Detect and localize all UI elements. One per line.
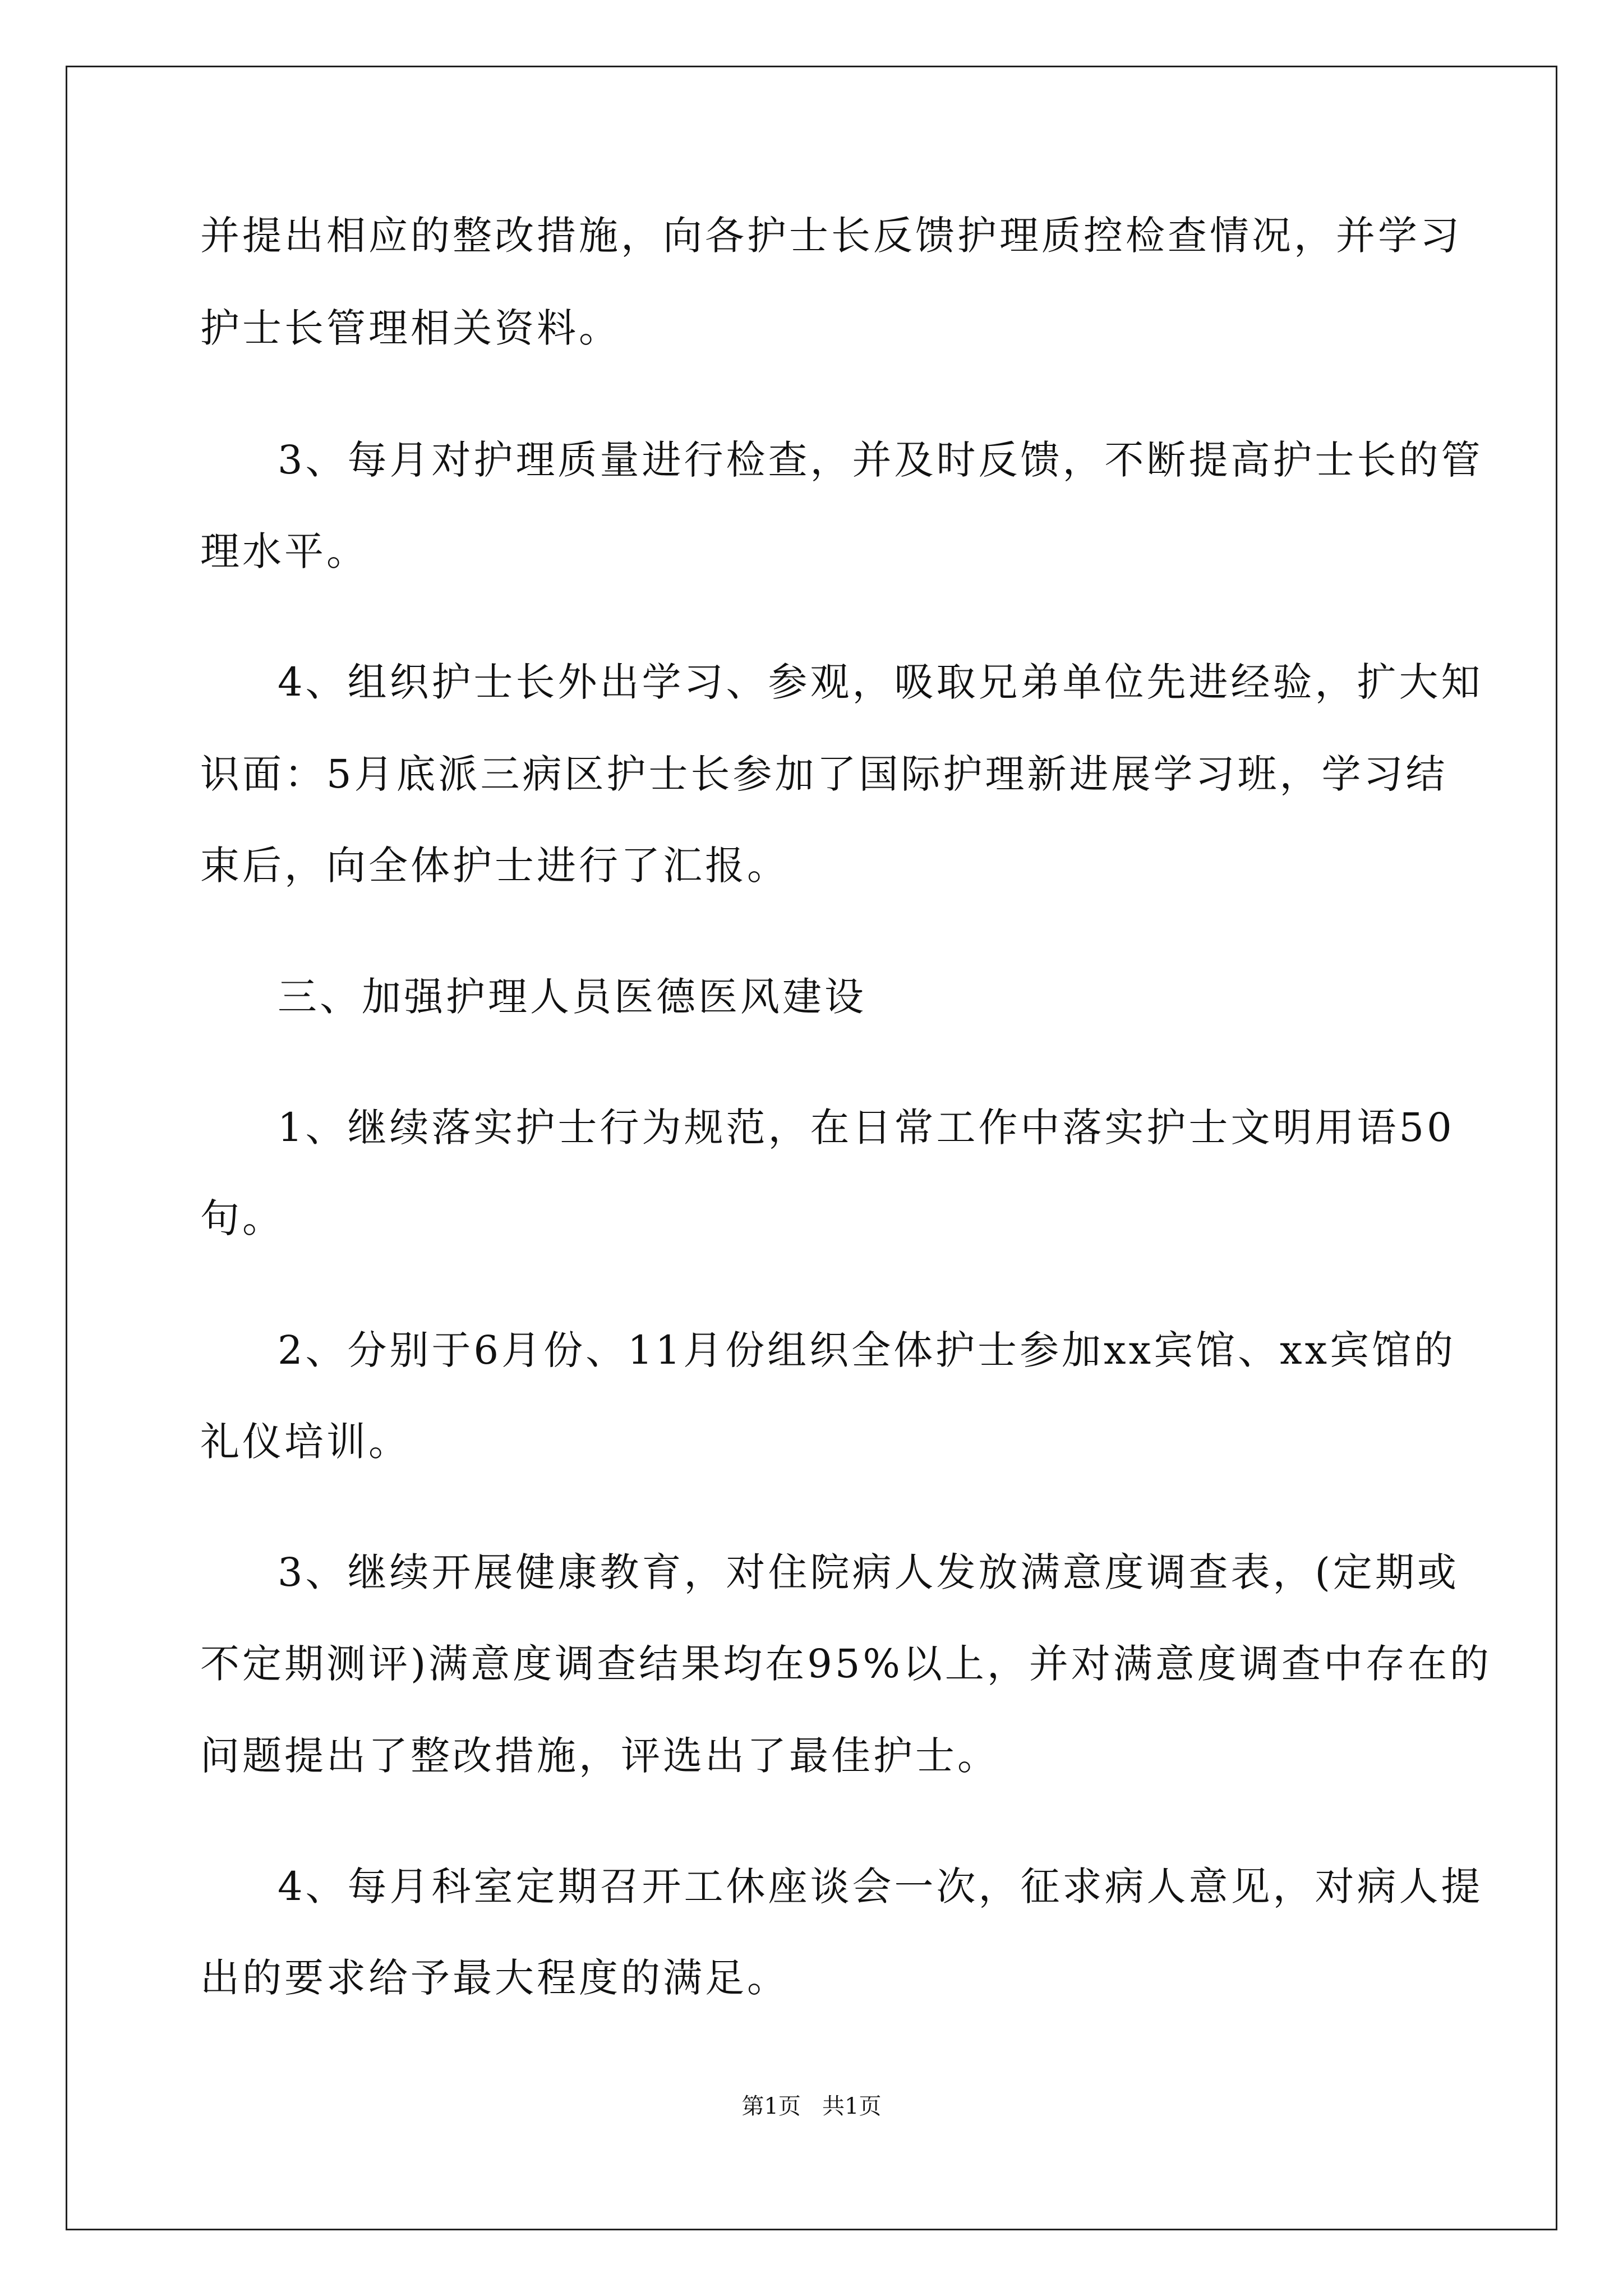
text-line: 出的要求给予最大程度的满足。 [200,1955,789,2001]
text-line: 问题提出了整改措施，评选出了最佳护士。 [200,1733,999,1779]
text-line: 识面：5月底派三病区护士长参加了国际护理新进展学习班，学习结 [200,751,1448,797]
text-line: 句。 [200,1195,284,1241]
page-number: 第1页 共1页 [741,2093,882,2119]
text-line: 1、继续落实护士行为规范，在日常工作中落实护士文明用语50 [278,1105,1455,1151]
text-line: 不定期测评)满意度调查结果均在95%以上，并对满意度调查中存在的 [200,1641,1492,1687]
text-line: 2、分别于6月份、11月份组织全体护士参加xx宾馆、xx宾馆的 [278,1327,1456,1373]
text-line: 并提出相应的整改措施，向各护士长反馈护理质控检查情况，并学习 [200,213,1462,259]
text-line: 理水平。 [200,528,368,574]
text-line: 护士长管理相关资料。 [200,305,621,351]
text-line: 3、继续开展健康教育，对住院病人发放满意度调查表，(定期或 [278,1549,1459,1595]
text-line: 礼仪培训。 [200,1419,411,1465]
text-line: 4、组织护士长外出学习、参观，吸取兄弟单位先进经验，扩大知 [278,659,1483,705]
text-line: 3、每月对护理质量进行检查，并及时反馈，不断提高护士长的管 [278,437,1483,483]
page-footer [0,2092,1623,2120]
section-heading: 三、加强护理人员医德医风建设 [278,974,866,1020]
text-line: 4、每月科室定期召开工休座谈会一次，征求病人意见，对病人提 [278,1864,1483,1910]
text-line: 束后，向全体护士进行了汇报。 [200,843,789,889]
